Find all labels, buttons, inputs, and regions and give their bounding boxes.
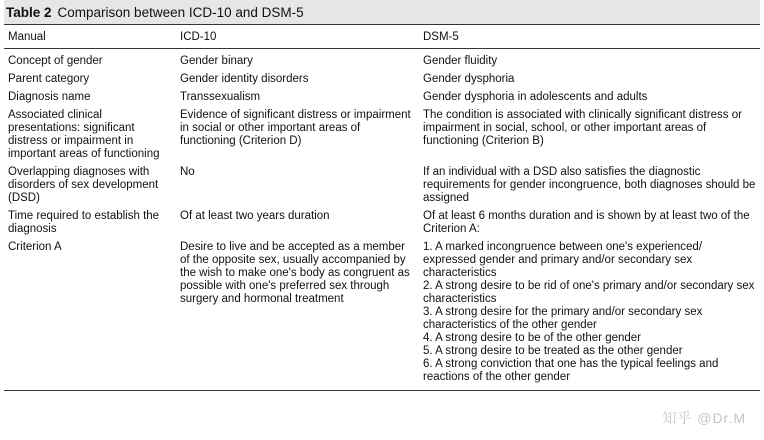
dsm5-line: 2. A strong desire to be rid of one's primary and/or secondary sex characteristics (423, 280, 755, 305)
table-row (4, 107, 760, 164)
icd10-cell: Desire to live and be accepted as a member of the opposite sex, usually accompanied by the wish to make one's body as congruent as possible with one's preferred sex through surgery and hormonal treatment (176, 239, 419, 391)
dsm5-line: 6. A strong conviction that one has the typical feelings and reactions of the other gender (423, 358, 719, 383)
icd10-cell: Of at least two years duration (180, 210, 330, 222)
row-label: Concept of gender (8, 55, 103, 67)
dsm5-line: Gender dysphoria (423, 73, 515, 85)
dsm5-cell (419, 49, 760, 72)
row-label: Overlapping diagnoses with disorders of sex development (DSD) (8, 166, 159, 204)
table-row (4, 208, 760, 239)
dsm5-cell (419, 164, 760, 208)
watermark: 知乎 @Dr.M (662, 410, 746, 426)
dsm5-line: The condition is associated with clinically significant distress or impairment in social, school, or other important areas of functioning (Criterion B) (423, 109, 742, 147)
dsm5-line: If an individual with a DSD also satisfies the diagnostic requirements for gender incongruence, both diagnoses should be assigned (423, 166, 756, 204)
table-row (4, 89, 760, 107)
icd10-cell: Gender identity disorders (180, 73, 309, 85)
icd10-cell: No (180, 166, 195, 178)
dsm5-line: Of at least 6 months duration and is shown by at least two of the Criterion A: (423, 210, 750, 235)
comparison-table (4, 24, 760, 391)
header-manual: Manual (4, 25, 176, 49)
row-label: Associated clinical presentations: significant distress or impairment in important areas of functioning (8, 109, 160, 160)
row-label: Criterion A (4, 239, 176, 391)
table-row (4, 164, 760, 208)
row-label: Parent category (8, 73, 90, 85)
icd10-cell: Evidence of significant distress or impairment in social or other important areas of functioning (Criterion D) (180, 109, 411, 147)
table-caption-title: Comparison between ICD-10 and DSM-5 (57, 4, 304, 20)
dsm5-line: 5. A strong desire to be treated as the other gender (423, 345, 683, 357)
table-row (4, 239, 760, 391)
dsm5-cell (419, 107, 760, 164)
dsm5-line: 3. A strong desire for the primary and/or secondary sex characteristics of the other gender (423, 306, 703, 331)
dsm5-cell (419, 71, 760, 89)
table-body (4, 49, 760, 391)
icd10-cell: Transsexualism (180, 91, 261, 103)
dsm5-cell (419, 208, 760, 239)
dsm5-cell (419, 89, 760, 107)
dsm5-line: Gender fluidity (423, 55, 498, 67)
dsm5-line: 1. A marked incongruence between one's experienced/ expressed gender and primary and/or secondary sex characteristics (423, 241, 703, 279)
header-dsm5: DSM-5 (419, 25, 760, 49)
dsm5-line: 4. A strong desire to be of the other gender (423, 332, 642, 344)
table-header-row (4, 25, 760, 49)
table-row (4, 49, 760, 72)
dsm5-cell (419, 239, 760, 391)
table-row (4, 71, 760, 89)
row-label: Diagnosis name (8, 91, 91, 103)
icd10-cell: Gender binary (180, 55, 253, 67)
table-caption (4, 0, 760, 24)
dsm5-line: Gender dysphoria in adolescents and adults (423, 91, 648, 103)
row-label: Time required to establish the diagnosis (8, 210, 160, 235)
table-caption-label: Table 2 (6, 4, 52, 20)
header-icd10: ICD-10 (176, 25, 419, 49)
